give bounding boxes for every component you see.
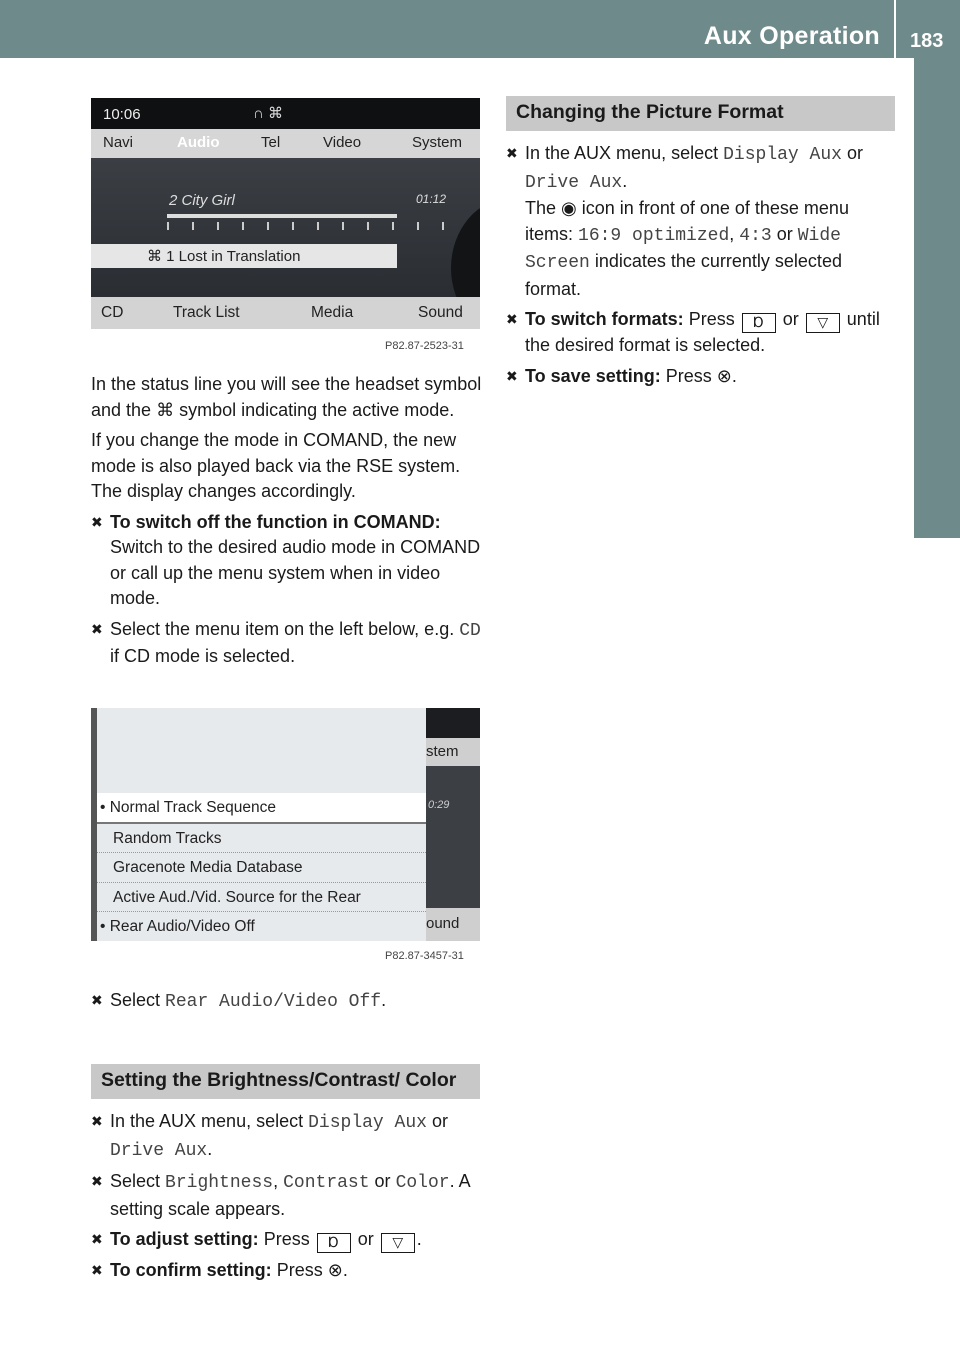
track-duration: 01:12 bbox=[416, 192, 447, 206]
bottom-menu-bar bbox=[91, 297, 480, 329]
picture-format-section bbox=[506, 96, 895, 394]
page-header bbox=[0, 0, 960, 58]
menu-system: System bbox=[412, 134, 463, 151]
step-select-display: ✖ In the AUX menu, select Display Aux or Drive Aux. The ◉ icon in front of one of these menu items: 16:9 optimized, 4:3 or Wide Screen indicates the currently selected format. bbox=[506, 143, 863, 299]
progress-ticks bbox=[167, 222, 467, 230]
left-column-mid bbox=[91, 988, 483, 1021]
step-arrow-icon: ✖ bbox=[91, 1173, 103, 1189]
bottom-cd: CD bbox=[101, 304, 124, 321]
step-arrow-icon: ✖ bbox=[506, 367, 518, 384]
paragraph-status-line: In the status line you will see the headset symbol and the ⌘ symbol indicating the active mode. bbox=[91, 374, 482, 420]
progress-bar bbox=[167, 214, 397, 218]
step-arrow-icon: ✖ bbox=[91, 513, 103, 530]
paragraph-mode-change: If you change the mode in COMAND, the new mode is also played back via the RSE system. The display changes accordingly. bbox=[91, 430, 461, 501]
menu-navi: Navi bbox=[103, 134, 134, 151]
step-arrow-icon: ✖ bbox=[91, 992, 103, 1008]
down-key-icon: ▽ bbox=[381, 1233, 415, 1253]
step-select-display: ✖ In the AUX menu, select Display Aux or Drive Aux. bbox=[91, 1111, 448, 1161]
mode-symbol-icon: ⌘ bbox=[156, 399, 175, 420]
right-bottom: ound bbox=[426, 908, 480, 941]
up-key-icon: Ɒ bbox=[742, 313, 776, 333]
right-time: 0:29 bbox=[428, 799, 450, 811]
headset-icon: ∩ ⌘ bbox=[253, 105, 283, 122]
status-line bbox=[91, 98, 480, 129]
section-title: Aux Operation bbox=[703, 22, 880, 50]
step-switch-formats: ✖ To switch formats: Press Ɒ or ▽ until the desired format is selected. bbox=[506, 309, 880, 355]
step-select-rear-off: ✖ Select Rear Audio/Video Off. bbox=[91, 990, 387, 1012]
step-arrow-icon: ✖ bbox=[91, 1113, 103, 1129]
screenshot-submenu bbox=[91, 708, 480, 941]
track-row bbox=[91, 244, 397, 268]
section-heading: Changing the Picture Format bbox=[506, 96, 895, 131]
step-arrow-icon: ✖ bbox=[506, 311, 518, 327]
step-arrow-icon: ✖ bbox=[91, 620, 103, 637]
right-menu: stem bbox=[426, 738, 480, 766]
chapter-label: Rear Seat Entertainment bbox=[920, 196, 947, 475]
list-item: Gracenote Media Database bbox=[97, 853, 426, 883]
track-name: ⌘ 1 Lost in Translation bbox=[147, 248, 301, 265]
clock: 10:06 bbox=[103, 106, 141, 123]
brightness-section bbox=[91, 1064, 480, 1289]
figure-id-2: P82.87-3457-31 bbox=[385, 950, 464, 962]
header-divider bbox=[894, 0, 896, 58]
up-key-icon: Ɒ bbox=[317, 1233, 351, 1253]
figure-id-1: P82.87-2523-31 bbox=[385, 340, 464, 352]
screenshot-audio-mode bbox=[91, 98, 480, 329]
main-menu-bar bbox=[91, 129, 480, 158]
step-switch-off: ✖ To switch off the function in COMAND: Switch to the desired audio mode in COMAND or call up the menu system when in video mode. bbox=[91, 511, 481, 608]
list-item: • Normal Track Sequence bbox=[97, 793, 426, 824]
step-confirm-setting: ✖ To confirm setting: Press ⊗. bbox=[91, 1258, 480, 1284]
section-heading: Setting the Brightness/Contrast/ Color bbox=[91, 1064, 480, 1099]
step-select-menu-item: ✖ Select the menu item on the left below, e.g. CD if CD mode is selected. bbox=[91, 618, 481, 666]
left-column-top bbox=[91, 372, 483, 675]
menu-tel: Tel bbox=[261, 134, 281, 151]
down-key-icon: ▽ bbox=[806, 313, 840, 333]
ok-key-icon: ⊗ bbox=[716, 365, 732, 386]
list-item: Active Aud./Vid. Source for the Rear bbox=[97, 883, 426, 913]
bottom-track-list: Track List bbox=[173, 304, 240, 321]
step-arrow-icon: ✖ bbox=[506, 145, 518, 161]
step-adjust-setting: ✖ To adjust setting: Press Ɒ or ▽ . bbox=[91, 1227, 480, 1253]
ok-key-icon: ⊗ bbox=[327, 1260, 343, 1280]
menu-audio: Audio bbox=[177, 134, 220, 151]
radio-selected-icon: ◉ bbox=[561, 198, 577, 218]
bottom-media: Media bbox=[311, 304, 354, 321]
bottom-sound: Sound bbox=[418, 304, 463, 321]
step-arrow-icon: ✖ bbox=[91, 1231, 103, 1247]
page-number: 183 bbox=[910, 30, 944, 52]
list-item: Random Tracks bbox=[97, 824, 426, 854]
submenu-list bbox=[97, 793, 426, 941]
list-item: • Rear Audio/Video Off bbox=[100, 918, 255, 936]
song-title: 2 City Girl bbox=[169, 192, 235, 209]
step-save-setting: ✖ To save setting: Press ⊗. bbox=[506, 364, 895, 390]
right-status bbox=[426, 708, 480, 738]
step-arrow-icon: ✖ bbox=[91, 1262, 103, 1278]
menu-video: Video bbox=[323, 134, 362, 151]
step-select-setting: ✖ Select Brightness, Contrast or Color. A setting scale appears. bbox=[91, 1171, 470, 1219]
